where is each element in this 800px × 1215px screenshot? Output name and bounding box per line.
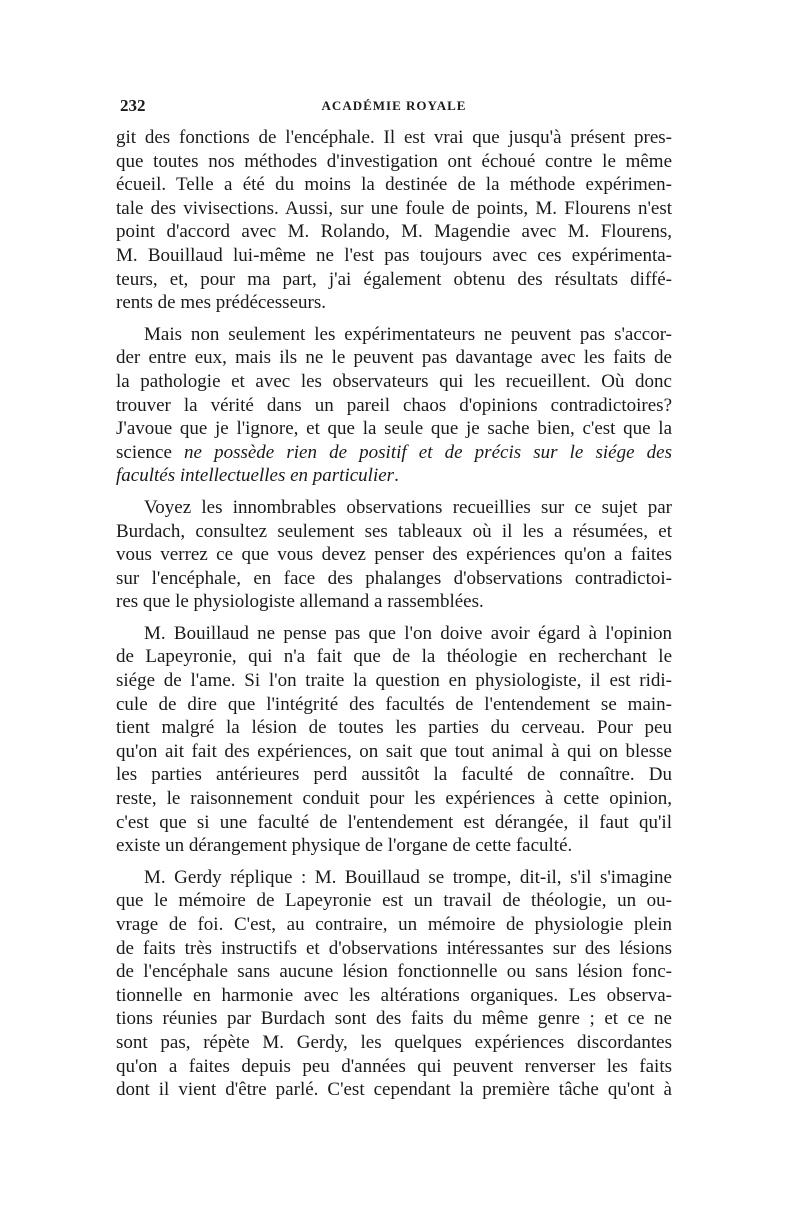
text-line: reste, le raisonnement conduit pour les expériences à cette opinion, <box>116 788 672 810</box>
text-line: J'avoue que je l'ignore, et que la seule que je sache bien, c'est que la <box>116 418 672 440</box>
text-line: rents de mes prédécesseurs. <box>116 292 326 314</box>
text-line: tale des vivisections. Aussi, sur une foule de points, M. Flourens n'est <box>116 197 672 219</box>
text-line: écueil. Telle a été du moins la destinée de la méthode expérimen- <box>116 174 672 196</box>
text-line: trouver la vérité dans un pareil chaos d'opinions contradictoires? <box>116 394 672 416</box>
text-line: tionnelle en harmonie avec les altérations organiques. Les observa- <box>116 984 672 1006</box>
text-line: que toutes nos méthodes d'investigation ont échoué contre le même <box>116 150 672 172</box>
text-line: sont pas, répète M. Gerdy, les quelques expériences discordantes <box>116 1031 672 1053</box>
italic-emphasis: ne possède rien de positif et de précis sur le siége des <box>184 441 672 463</box>
running-head <box>116 96 672 120</box>
text-line: de Lapeyronie, qui n'a fait que de la théologie en recherchant le <box>116 646 672 668</box>
text-line: de l'encéphale sans aucune lésion fonctionnelle ou sans lésion fonc- <box>116 961 672 983</box>
text-line: sur l'encéphale, en face des phalanges d'observations contradictoi- <box>116 567 672 589</box>
paragraph-3 <box>116 496 672 614</box>
text-line: de faits très instructifs et d'observations intéressantes sur des lésions <box>116 937 672 959</box>
text-line: teurs, et, pour ma part, j'ai également obtenu des résultats diffé- <box>116 268 672 290</box>
text-line: les parties antérieures perd aussitôt la faculté de connaître. Du <box>116 764 672 786</box>
text-line: Voyez les innombrables observations recueillies sur ce sujet par <box>144 496 672 518</box>
text-line: qu'on a faites depuis peu d'années qui peuvent renverser les faits <box>116 1055 672 1077</box>
paragraph-4 <box>116 622 672 858</box>
paragraph-5 <box>116 866 672 1102</box>
text-line: la pathologie et avec les observateurs qui les recueillent. Où donc <box>116 370 672 392</box>
text-line: tions réunies par Burdach sont des faits du même genre ; et ce ne <box>116 1008 672 1030</box>
text-line: cule de dire que l'intégrité des facultés de l'entendement se main- <box>116 693 672 715</box>
text-line: M. Gerdy réplique : M. Bouillaud se trompe, dit-il, s'il s'imagine <box>144 866 672 888</box>
text-span: . <box>394 465 399 487</box>
text-line: M. Bouillaud ne pense pas que l'on doive avoir égard à l'opinion <box>144 622 672 644</box>
text-line: dont il vient d'être parlé. C'est cependant la première tâche qu'ont à <box>116 1079 672 1101</box>
text-line: tient malgré la lésion de toutes les parties du cerveau. Pour peu <box>116 717 672 739</box>
text-line: vous verrez ce que vous devez penser des expériences qu'on a faites <box>116 544 672 566</box>
text-line: Burdach, consultez seulement ses tableaux où il les a résumées, et <box>116 520 672 542</box>
text-line: que le mémoire de Lapeyronie est un travail de théologie, un ou- <box>116 890 672 912</box>
text-line: der entre eux, mais ils ne le peuvent pas davantage avec les faits de <box>116 347 672 369</box>
italic-emphasis: facultés intellectuelles en particulier <box>116 465 395 487</box>
text-line: point d'accord avec M. Rolando, M. Magendie avec M. Flourens, <box>116 221 672 243</box>
text-line <box>116 441 672 465</box>
page-number: 232 <box>120 96 146 115</box>
text-line: vrage de foi. C'est, au contraire, un mémoire de physiologie plein <box>116 914 672 935</box>
text-line: existe un dérangement physique de l'organe de cette faculté. <box>116 835 573 857</box>
text-line: c'est que si une faculté de l'entendement est dérangée, il faut qu'il <box>116 811 672 833</box>
text-line: git des fonctions de l'encéphale. Il est vrai que jusqu'à présent pres- <box>116 127 672 148</box>
running-title: ACADÉMIE ROYALE <box>321 98 467 113</box>
text-line: Mais non seulement les expérimentateurs ne peuvent pas s'accor- <box>144 323 672 345</box>
text-line: siége de l'ame. Si l'on traite la question en physiologiste, il est ridi- <box>116 670 672 692</box>
paragraph-1 <box>116 126 672 315</box>
text-line <box>116 464 672 488</box>
text-line: qu'on ait fait des expériences, on sait que tout animal à qui on blesse <box>116 740 672 762</box>
book-page <box>116 96 672 1110</box>
paragraph-2 <box>116 323 672 488</box>
text-span: science <box>116 441 185 463</box>
text-line: M. Bouillaud lui-même ne l'est pas toujours avec ces expérimenta- <box>116 244 672 266</box>
text-line: res que le physiologiste allemand a rassemblées. <box>116 591 484 613</box>
